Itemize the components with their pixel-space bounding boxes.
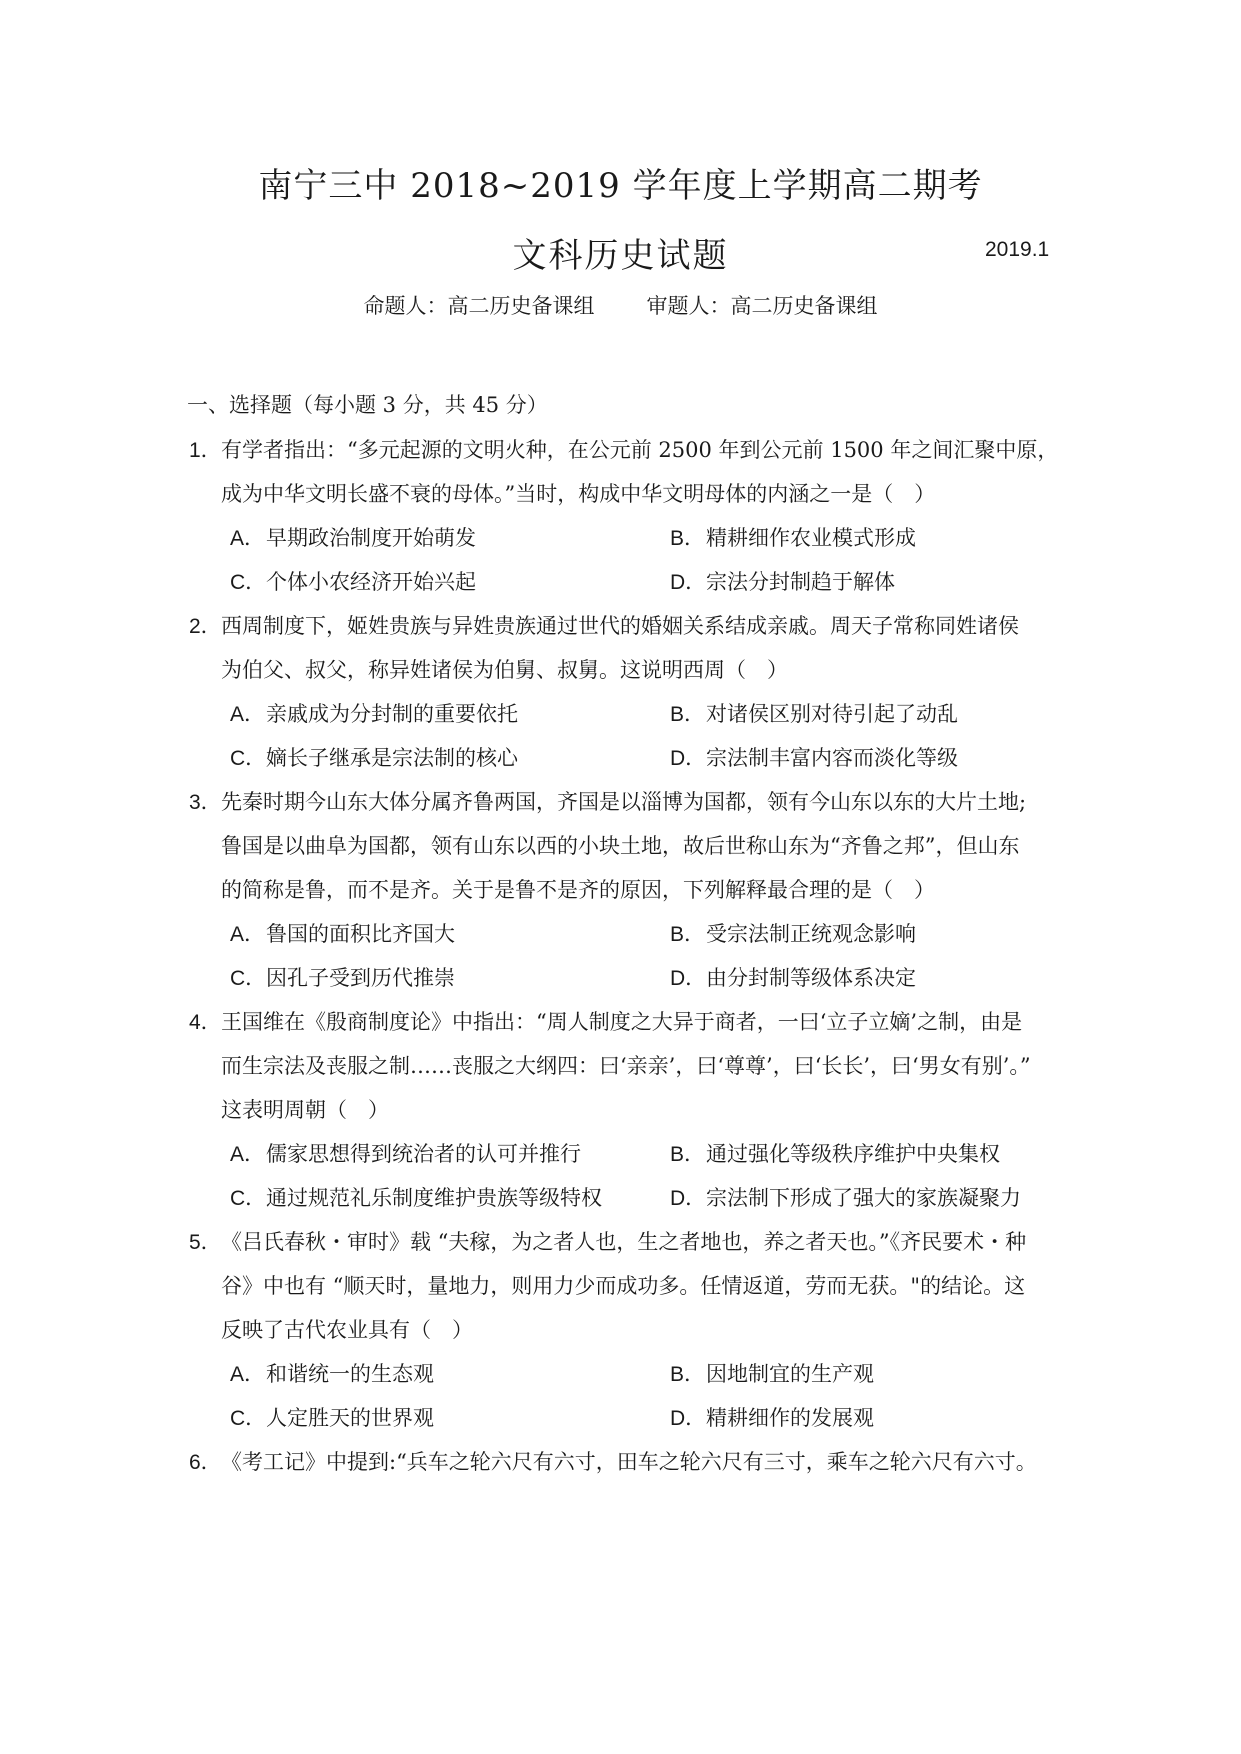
question-number: 5．	[189, 1231, 222, 1254]
option-label: C．	[230, 1187, 267, 1210]
option-text: 亲戚成为分封制的重要依托	[266, 702, 518, 726]
option-label: B．	[670, 923, 706, 946]
exam-date: 2019.1	[985, 238, 1050, 261]
option-text: 通过强化等级秩序维护中央集权	[706, 1142, 1000, 1166]
option-a	[230, 522, 476, 552]
option-text: 和谐统一的生态观	[266, 1362, 434, 1386]
option-text: 精耕细作的发展观	[706, 1406, 874, 1430]
question-text-line: 成为中华文明长盛不衰的母体。”当时，构成中华文明母体的内涵之一是（ ）	[221, 482, 936, 506]
option-label: C．	[230, 747, 267, 770]
option-text: 因地制宜的生产观	[706, 1362, 874, 1386]
option-c	[230, 962, 455, 992]
option-label: D．	[670, 571, 707, 594]
question-number: 6．	[189, 1451, 222, 1474]
option-label: B．	[670, 1143, 706, 1166]
option-text: 儒家思想得到统治者的认可并推行	[266, 1142, 581, 1166]
option-a	[230, 1358, 434, 1388]
option-label: A．	[230, 1143, 266, 1166]
option-label: B．	[670, 703, 706, 726]
question-text-line: 有学者指出：“多元起源的文明火种，在公元前 2500 年到公元前 1500 年之间汇聚中原，	[221, 438, 1059, 462]
question-text-line: 而生宗法及丧服之制……丧服之大纲四：曰‘亲亲’，曰‘尊尊’，曰‘长长’，曰‘男女有别’。”	[221, 1054, 1031, 1078]
question-number: 2．	[189, 615, 222, 638]
option-a	[230, 918, 455, 948]
option-text: 鲁国的面积比齐国大	[266, 922, 455, 946]
question-text-line: 王国维在《殷商制度论》中指出：“周人制度之大异于商者，一曰‘立子立嫡’之制，由是	[221, 1010, 1023, 1034]
option-text: 人定胜天的世界观	[266, 1406, 434, 1430]
option-text: 宗法分封制趋于解体	[706, 570, 895, 594]
reviewer-text: 审题人：高二历史备课组	[646, 294, 878, 318]
section-heading: 一、选择题（每小题 3 分，共 45 分）	[187, 393, 548, 417]
question-text-line: 《考工记》中提到:“兵车之轮六尺有六寸，田车之轮六尺有三寸，乘车之轮六尺有六寸。	[221, 1450, 1037, 1474]
option-label: C．	[230, 571, 267, 594]
option-a	[230, 1138, 581, 1168]
option-d	[670, 742, 958, 772]
option-b	[670, 918, 916, 948]
option-b	[670, 1358, 874, 1388]
option-text: 个体小农经济开始兴起	[266, 570, 476, 594]
option-label: A．	[230, 527, 266, 550]
option-label: C．	[230, 1407, 267, 1430]
option-text: 由分封制等级体系决定	[706, 966, 916, 990]
question-number: 3．	[189, 791, 222, 814]
question-text-line: 《吕氏春秋・审时》载 “夫稼，为之者人也，生之者地也，养之者天也。”《齐民要术・种	[221, 1230, 1027, 1254]
option-text: 对诸侯区别对待引起了动乱	[706, 702, 958, 726]
question-text-line: 的简称是鲁，而不是齐。关于是鲁不是齐的原因，下列解释最合理的是（ ）	[221, 878, 935, 902]
option-text: 受宗法制正统观念影响	[706, 922, 916, 946]
option-c	[230, 742, 518, 772]
option-label: A．	[230, 923, 266, 946]
option-d	[670, 1402, 874, 1432]
question-text-line: 西周制度下，姬姓贵族与异姓贵族通过世代的婚姻关系结成亲戚。周天子常称同姓诸侯	[221, 614, 1019, 638]
option-label: D．	[670, 1407, 707, 1430]
question-text-line: 谷》中也有 “顺天时，量地力，则用力少而成功多。任情返道，劳而无获。"的结论。这	[221, 1274, 1026, 1298]
option-text: 通过规范礼乐制度维护贵族等级特权	[266, 1186, 602, 1210]
option-text: 早期政治制度开始萌发	[266, 526, 476, 550]
author-text: 命题人：高二历史备课组	[363, 294, 595, 318]
question-text-line: 鲁国是以曲阜为国都，领有山东以西的小块土地，故后世称山东为“齐鲁之邦”，但山东	[221, 834, 1020, 858]
exam-subtitle: 文科历史试题	[512, 236, 729, 276]
option-text: 因孔子受到历代推崇	[266, 966, 455, 990]
option-label: D．	[670, 747, 707, 770]
option-text: 精耕细作农业模式形成	[706, 526, 916, 550]
question-number: 1．	[189, 439, 222, 462]
option-d	[670, 566, 895, 596]
option-text: 嫡长子继承是宗法制的核心	[266, 746, 518, 770]
option-c	[230, 1182, 602, 1212]
option-a	[230, 698, 518, 728]
option-d	[670, 962, 916, 992]
option-text: 宗法制丰富内容而淡化等级	[706, 746, 958, 770]
option-c	[230, 566, 476, 596]
option-label: A．	[230, 703, 266, 726]
option-label: B．	[670, 527, 706, 550]
option-text: 宗法制下形成了强大的家族凝聚力	[706, 1186, 1021, 1210]
question-text-line: 这表明周朝（ ）	[221, 1098, 389, 1122]
option-d	[670, 1182, 1021, 1212]
question-text-line: 先秦时期今山东大体分属齐鲁两国，齐国是以淄博为国都，领有今山东以东的大片土地;	[221, 790, 1027, 814]
exam-title: 南宁三中 2018~2019 学年度上学期高二期考	[258, 166, 983, 206]
option-b	[670, 522, 916, 552]
question-number: 4．	[189, 1011, 222, 1034]
authors-line	[0, 290, 1241, 320]
option-label: D．	[670, 1187, 707, 1210]
option-label: C．	[230, 967, 267, 990]
option-b	[670, 1138, 1000, 1168]
option-c	[230, 1402, 434, 1432]
option-label: A．	[230, 1363, 266, 1386]
option-label: D．	[670, 967, 707, 990]
question-text-line: 为伯父、叔父，称异姓诸侯为伯舅、叔舅。这说明西周（ ）	[221, 658, 788, 682]
option-b	[670, 698, 958, 728]
question-text-line: 反映了古代农业具有（ ）	[221, 1318, 473, 1342]
option-label: B．	[670, 1363, 706, 1386]
